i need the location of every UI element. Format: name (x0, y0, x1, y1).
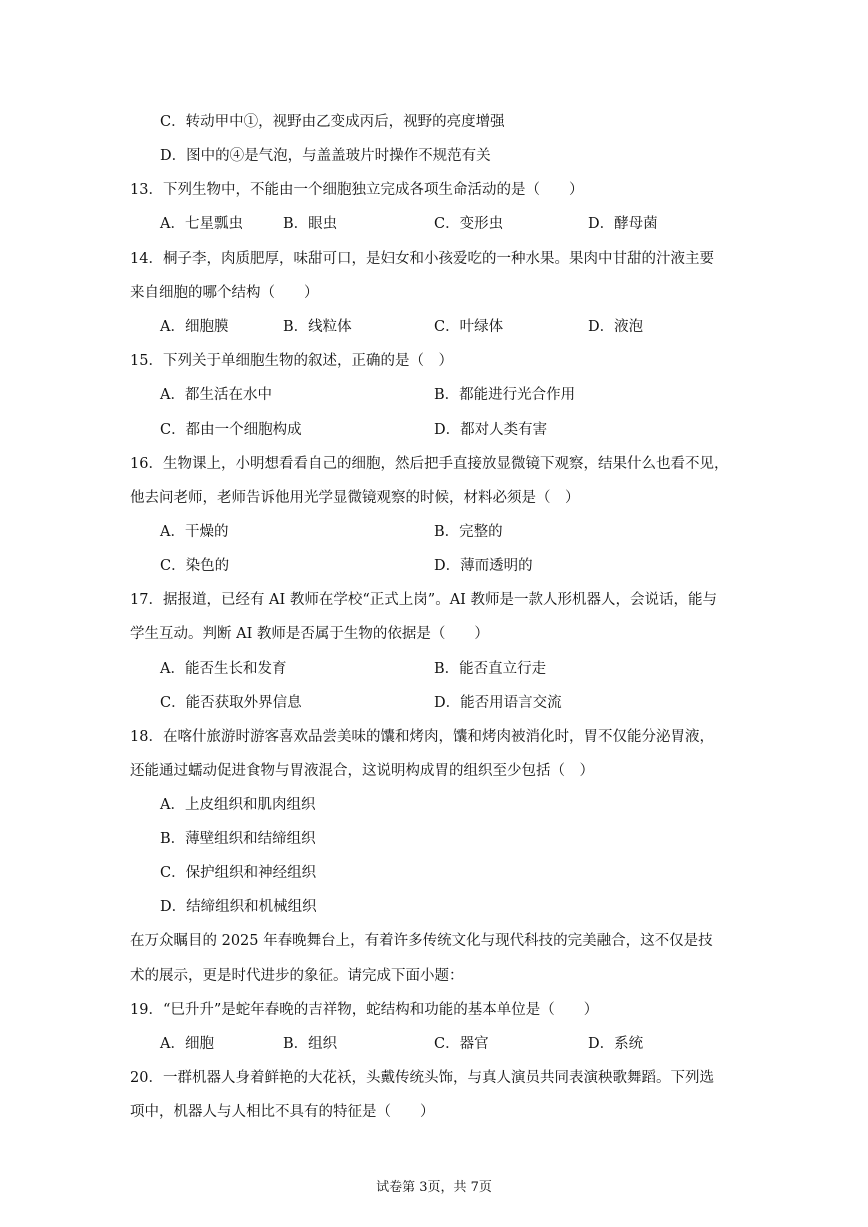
q18-option-b: B．薄壁组织和结缔组织 (160, 831, 316, 847)
q16-option-b: B．完整的 (434, 524, 503, 540)
q14-option-a: A．细胞膜 (160, 319, 229, 335)
page-footer: 试卷第 3页，共 7页 (376, 1180, 492, 1195)
q14-option-c: C．叶绿体 (434, 319, 504, 335)
passage-intro-2: 术的展示，更是时代进步的象征。请完成下面小题： (130, 968, 464, 984)
q17-stem-1: 17．据报道，已经有 AI 教师在学校“正式上岗”。AI 教师是一款人形机器人，会说话，能与 (130, 592, 717, 608)
q15-option-c: C．都由一个细胞构成 (160, 422, 302, 438)
q18-stem-2: 还能通过蠕动促进食物与胃液混合，这说明构成胃的组织至少包括（ ） (130, 763, 594, 779)
passage-intro-1: 在万众瞩目的 2025 年春晚舞台上，有着许多传统文化与现代科技的完美融合，这不仅是技 (130, 933, 713, 949)
q20-stem-2: 项中，机器人与人相比不具有的特征是（ ） (130, 1104, 435, 1120)
q16-stem-2: 他去问老师，老师告诉他用光学显微镜观察的时候，材料必须是（ ） (130, 490, 580, 506)
q13-option-a: A．七星瓢虫 (160, 216, 243, 232)
q16-option-a: A．干燥的 (160, 524, 229, 540)
q15-option-b: B．都能进行光合作用 (434, 387, 576, 403)
q19-option-c: C．器官 (434, 1036, 489, 1052)
q14-stem-2: 来自细胞的哪个结构（ ） (130, 285, 319, 301)
q13-stem: 13．下列生物中，不能由一个细胞独立完成各项生命活动的是（ ） (130, 182, 584, 198)
q14-stem-1: 14．桐子李，肉质肥厚，味甜可口，是妇女和小孩爱吃的一种水果。果肉中甘甜的汁液主要 (130, 251, 714, 267)
q19-option-b: B．组织 (283, 1036, 338, 1052)
q17-option-d: D．能否用语言交流 (434, 695, 562, 711)
q14-option-b: B．线粒体 (283, 319, 352, 335)
q15-option-a: A．都生活在水中 (160, 387, 272, 403)
q13-option-d: D．酵母菌 (588, 216, 658, 232)
q19-option-a: A．细胞 (160, 1036, 214, 1052)
q17-option-a: A．能否生长和发育 (160, 661, 287, 677)
q13-option-b: B．眼虫 (283, 216, 338, 232)
q18-option-c: C．保护组织和神经组织 (160, 865, 317, 881)
q14-option-d: D．液泡 (588, 319, 644, 335)
q19-option-d: D．系统 (588, 1036, 644, 1052)
q20-stem-1: 20．一群机器人身着鲜艳的大花袄，头戴传统头饰，与真人演员共同表演秧歌舞蹈。下列选 (130, 1070, 714, 1086)
q12-option-c: C．转动甲中①，视野由乙变成丙后，视野的亮度增强 (160, 114, 505, 130)
q18-option-a: A．上皮组织和肌肉组织 (160, 797, 316, 813)
q17-stem-2: 学生互动。判断 AI 教师是否属于生物的依据是（ ） (130, 626, 489, 642)
q19-stem: 19．“巳升升”是蛇年春晚的吉祥物，蛇结构和功能的基本单位是（ ） (130, 1002, 599, 1018)
q16-option-d: D．薄而透明的 (434, 558, 533, 574)
q13-option-c: C．变形虫 (434, 216, 504, 232)
q17-option-c: C．能否获取外界信息 (160, 695, 302, 711)
q18-stem-1: 18．在喀什旅游时游客喜欢品尝美味的馕和烤肉，馕和烤肉被消化时，胃不仅能分泌胃液， (130, 729, 714, 745)
q15-stem: 15．下列关于单细胞生物的叙述，正确的是（ ） (130, 353, 453, 369)
q17-option-b: B．能否直立行走 (434, 661, 547, 677)
q16-option-c: C．染色的 (160, 558, 230, 574)
q15-option-d: D．都对人类有害 (434, 422, 548, 438)
q18-option-d: D．结缔组织和机械组织 (160, 899, 317, 915)
q16-stem-1: 16．生物课上，小明想看看自己的细胞，然后把手直接放显微镜下观察，结果什么也看不见， (130, 456, 729, 472)
q12-option-d: D．图中的④是气泡，与盖盖玻片时操作不规范有关 (160, 148, 491, 164)
